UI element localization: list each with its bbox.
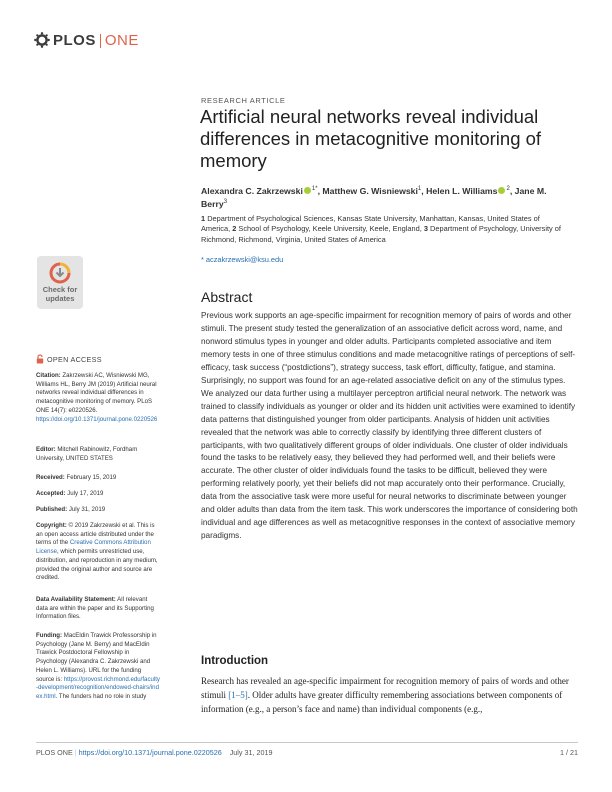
open-access-badge: OPEN ACCESS bbox=[36, 354, 102, 364]
abstract-text: Previous work supports an age-specific impairment for recognition memory of pairs of words and other stimuli. The present study tested the generalization of an associative deficit across word, name, and nonword stimulus types in younger and older adults. Participants completed associative and item memory tests in one of three stimulus conditions and made metacognitive ratings of perceptions of self-efficacy, task success (“postdictions”), strategy success, task effort, difficulty, fatigue, and stamina. Surprisingly, no support was found for an age-related associative deficit on any of the stimulus types. We analyzed our data further using a multilayer perceptron artificial neural network. The network was trained to classify individuals as younger or older and its hidden unit activities were examined to identify data patterns that distinguished younger from older participants. Analysis of hidden unit activities revealed that the network was able to correctly classify by identifying three different clusters of participants, with two qualitatively different groups of older individuals. One cluster of older individuals found the tasks to be relatively easy, they believed they had performed well, and their beliefs were accurate. The other cluster of older individuals found the tasks to be difficult, believed they were performing relatively poorly, yet their beliefs did not map accurately onto their performance. Crucially, data from the associative task were more useful for neural networks to discriminate between younger and older adults than data from the item task. This work underscores the importance of considering both individual and age differences as well as metacognitive responses in the context of associative memory paradigms. bbox=[201, 311, 578, 541]
license-link[interactable]: Creative Commons Attribution License bbox=[36, 539, 151, 556]
plos-one-logo bbox=[34, 30, 139, 50]
author-list: Alexandra C. Zakrzewski $^{1*}$, Matthew G. Wisniewski$^1$, Helen L. Williams $^2$, Jane M. Berry$^3$ bbox=[201, 185, 547, 210]
accepted-date: Accepted: July 17, 2019 bbox=[36, 490, 104, 497]
open-lock-icon bbox=[36, 354, 44, 364]
funding-block: Funding: MacEldin Trawick Professorship in Psychology (Jane M. Berry) and MacEldin Trawick Postdoctoral Fellowship in Psychology (Alexandra C. Zakrzewski and Helen L. Williams). URL for the funding source is: https://provost.richmond.edu/faculty-development/recognition/endowed-chairs/index.html. The funders had no role in study bbox=[36, 632, 160, 700]
author-name[interactable]: Jane M. Berry bbox=[201, 185, 547, 210]
editor-block: Editor: Mitchell Rabinowitz, Fordham University, UNITED STATES bbox=[36, 446, 138, 462]
abstract-heading: Abstract bbox=[201, 289, 253, 305]
affiliations: 1 Department of Psychological Sciences, Kansas State University, Manhattan, Kansas, United States of America, 2 School of Psychology, Keele University, Keele, England, 3 Department of Psychology, University of Richmond, Richmond, Virginia, United States of America bbox=[201, 214, 561, 244]
author-name[interactable]: Alexandra C. Zakrzewski bbox=[201, 185, 303, 196]
check-for-updates-button[interactable] bbox=[37, 256, 83, 309]
corresponding-email[interactable]: * aczakrzewski@ksu.edu bbox=[201, 255, 284, 264]
check-updates-label: Check for updates bbox=[42, 285, 78, 303]
citation-doi-link[interactable]: https://doi.org/10.1371/journal.pone.0220526 bbox=[36, 415, 158, 423]
logo-wordmark: PLOS ONE bbox=[53, 31, 139, 49]
data-availability-block: Data Availability Statement: All relevant data are within the paper and its Supporting Information files. bbox=[36, 596, 154, 621]
citation-block: Citation: Zakrzewski AC, Wisniewski MG, Williams HL, Berry JM (2019) Artificial neural networks reveal individual differences in metacognitive monitoring of memory. PLoS ONE 14(7): e0220526. https://doi.org/10.1371/journal.pone.0220526 bbox=[36, 372, 158, 423]
plos-logo-icon bbox=[34, 32, 50, 48]
published-date: Published: July 31, 2019 bbox=[36, 506, 106, 513]
page-number: 1 / 21 bbox=[560, 748, 578, 757]
orcid-icon[interactable] bbox=[304, 187, 311, 194]
author-name[interactable]: Helen L. Williams bbox=[426, 185, 498, 196]
received-date: Received: February 15, 2019 bbox=[36, 474, 117, 481]
funding-link[interactable]: https://provost.richmond.edu/faculty-development/recognition/endowed-chairs/index.html bbox=[36, 675, 160, 700]
introduction-heading: Introduction bbox=[201, 655, 269, 667]
author-name[interactable]: Matthew G. Wisniewski bbox=[322, 185, 418, 196]
footer: PLOS ONE | https://doi.org/10.1371/journal.pone.0220526 July 31, 2019 bbox=[36, 748, 273, 757]
article-type: RESEARCH ARTICLE bbox=[201, 96, 286, 105]
introduction-text: Research has revealed an age-specific impairment for recognition memory of pairs of words and other stimuli [1–5]. Older adults have greater difficulty remembering associations between components of information (e.g., a person’s face and name) than individual components (e.g., bbox=[201, 676, 569, 714]
copyright-block: Copyright: © 2019 Zakrzewski et al. This is an open access article distributed under the terms of the Creative Commons Attribution License, which permits unrestricted use, distribution, and reproduction in any medium, provided the original author and source are credited. bbox=[36, 522, 158, 582]
check-updates-icon bbox=[48, 262, 72, 284]
footer-divider bbox=[36, 742, 578, 743]
orcid-icon[interactable] bbox=[498, 187, 505, 194]
article-title: Artificial neural networks reveal individual differences in metacognitive monitoring of memory bbox=[200, 106, 542, 171]
citation-link[interactable]: [1–5] bbox=[228, 690, 248, 700]
footer-doi-link[interactable]: https://doi.org/10.1371/journal.pone.0220526 bbox=[78, 748, 222, 757]
